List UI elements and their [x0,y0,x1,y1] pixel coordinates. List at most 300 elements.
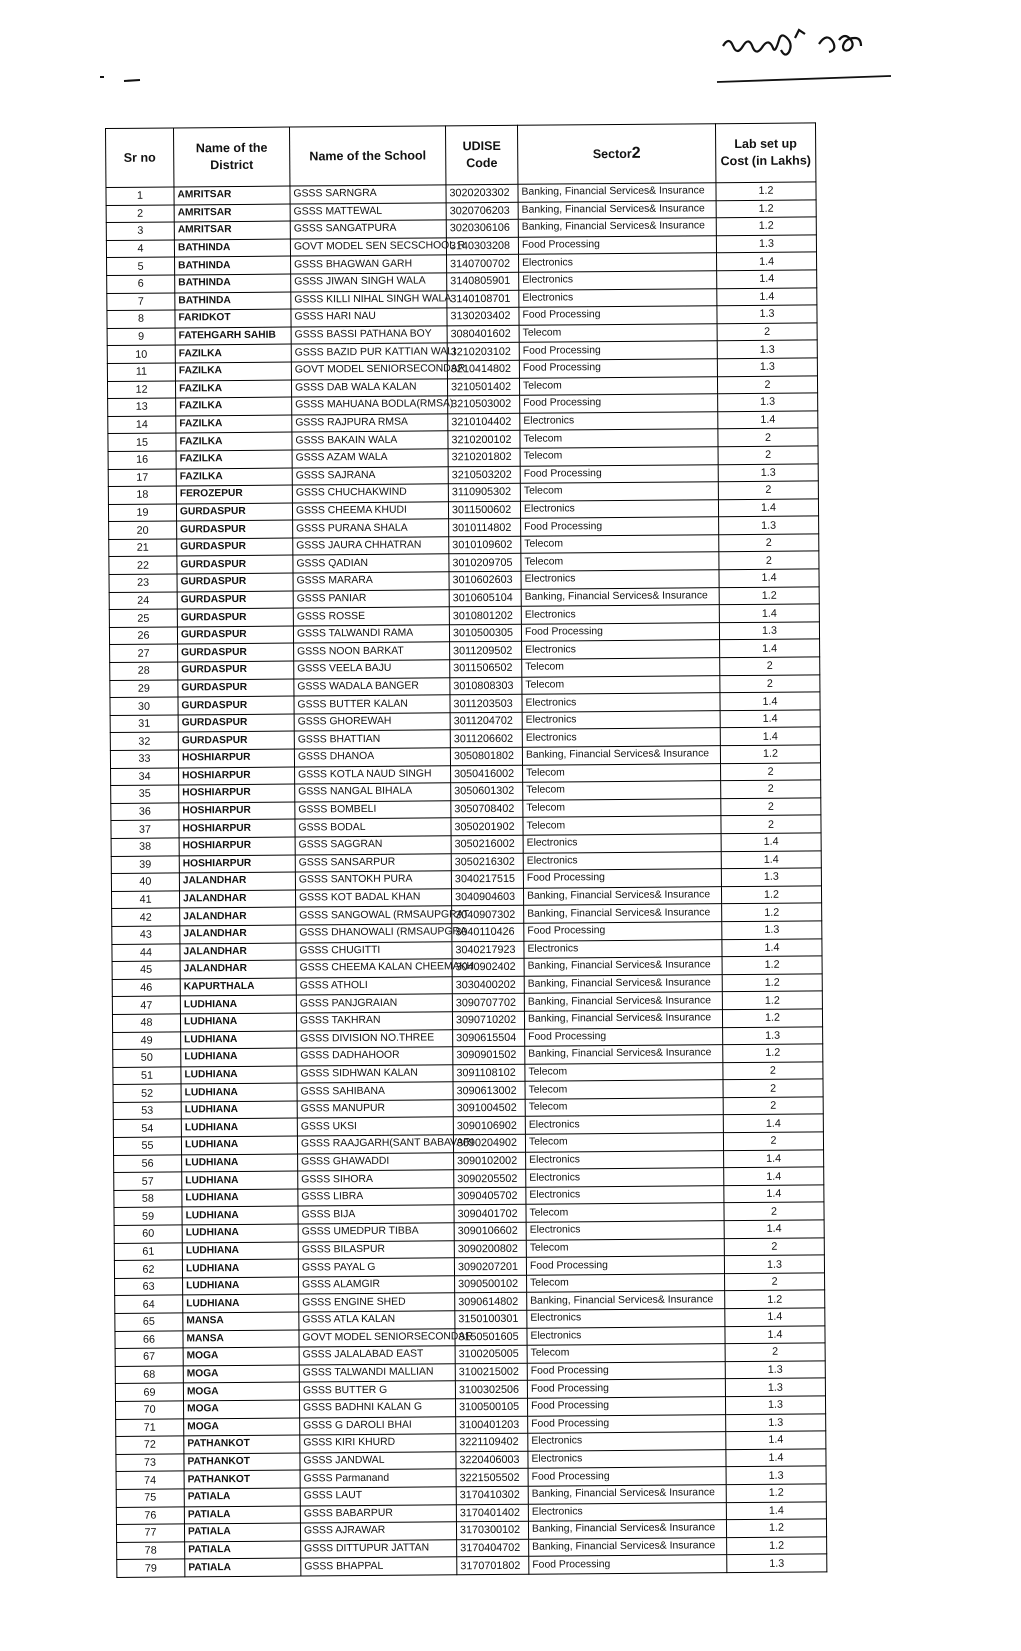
cell-school: GSSS JANDWAL [300,1452,456,1471]
cell-cost: 1.3 [726,1466,826,1484]
cell-udise: 3090614802 [455,1293,527,1311]
cell-school: GSSS UMEDPUR TIBBA [298,1223,454,1242]
cell-district: LUDHIANA [181,1048,297,1067]
cell-school: GSSS UKSI [297,1117,453,1136]
cell-sector: Electronics [527,1309,725,1328]
cell-sr-no: 44 [112,943,180,961]
cell-cost: 1.3 [725,1396,825,1414]
cell-district: GURDASPUR [178,696,294,715]
cell-cost: 2 [721,780,821,798]
cell-sector: Electronics [528,1502,726,1521]
cell-sr-no: 27 [110,644,178,662]
cell-sector: Banking, Financial Services& Insurance [524,957,722,976]
cell-school: GSSS BADHNI KALAN G [299,1399,455,1418]
cell-district: JALANDHAR [179,872,295,891]
cell-school: GSSS LAUT [300,1487,456,1506]
cell-school: GSSS SANSARPUR [295,853,451,872]
cell-school: GSSS VEELA BAJU [294,660,450,679]
cell-sr-no: 21 [109,539,177,557]
cell-udise: 3040217515 [451,870,523,888]
cell-cost: 1.4 [721,850,821,868]
cell-sr-no: 52 [113,1084,181,1102]
cell-udise: 3050601302 [451,782,523,800]
cell-district: GURDASPUR [177,573,293,592]
cell-udise: 3010109602 [449,536,521,554]
stray-mark [98,72,148,82]
cell-udise: 3011204702 [450,712,522,730]
cell-school: GSSS MAHUANA BODLA(RMSA) [292,396,448,415]
cell-cost: 1.4 [720,710,820,728]
cell-cost: 1.2 [726,1484,826,1502]
cell-school: GSSS MARARA [293,572,449,591]
cell-district: LUDHIANA [182,1189,298,1208]
cell-school: GSSS ATHOLI [296,977,452,996]
cell-school: GSSS BOMBELI [295,801,451,820]
cell-cost: 1.3 [723,1026,823,1044]
cell-cost: 1.4 [721,833,821,851]
cell-school: GOVT MODEL SEN SECSCHOOL R [290,238,446,257]
cell-district: LUDHIANA [180,1013,296,1032]
cell-sr-no: 67 [115,1348,183,1366]
cell-cost: 1.3 [725,1378,825,1396]
cell-udise: 3040907302 [452,906,524,924]
cell-district: KAPURTHALA [180,978,296,997]
cell-sector: Telecom [525,1062,723,1081]
cell-sector: Food Processing [519,359,717,378]
cell-sector: Telecom [521,552,719,571]
cell-cost: 1.4 [725,1308,825,1326]
cell-school: GSSS BODAL [295,818,451,837]
cell-school: GSSS CHEEMA KHUDI [292,502,448,521]
cell-udise: 3090405702 [454,1187,526,1205]
cell-cost: 1.2 [723,1044,823,1062]
cell-district: FAZILKA [175,344,291,363]
cell-district: HOSHIARPUR [179,784,295,803]
cell-district: JALANDHAR [180,925,296,944]
header-sector: Sector2 [517,124,715,185]
cell-district: JALANDHAR [180,960,296,979]
cell-cost: 2 [720,675,820,693]
cell-district: AMRITSAR [174,186,290,205]
cell-district: GURDASPUR [178,679,294,698]
cell-udise: 3090207201 [454,1257,526,1275]
cell-udise: 3050416002 [451,765,523,783]
cell-udise: 3140805901 [447,272,519,290]
cell-school: GSSS TALWANDI RAMA [293,625,449,644]
cell-sr-no: 75 [116,1489,184,1507]
cell-school: GSSS BAZID PUR KATTIAN WALI [291,343,447,362]
cell-sector: Food Processing [523,869,721,888]
cell-sr-no: 54 [113,1119,181,1137]
cell-cost: 2 [719,534,819,552]
cell-sr-no: 26 [109,627,177,645]
cell-sr-no: 65 [115,1313,183,1331]
cell-sr-no: 60 [114,1225,182,1243]
cell-sector: Food Processing [529,1555,727,1574]
cell-cost: 2 [725,1273,825,1291]
cell-district: FAZILKA [176,432,292,451]
cell-udise: 3090204902 [453,1134,525,1152]
cell-udise: 3090102002 [454,1152,526,1170]
cell-school: GSSS TAKHRAN [296,1012,452,1031]
cell-school: GSSS SAGGRAN [295,836,451,855]
cell-sector: Food Processing [519,341,717,360]
cell-sector: Food Processing [525,1027,723,1046]
cell-sr-no: 14 [108,416,176,434]
cell-school: GSSS KIRI KHURD [300,1434,456,1453]
cell-udise: 3150501605 [455,1328,527,1346]
cell-district: FARIDKOT [175,309,291,328]
cell-udise: 3080401602 [447,325,519,343]
cell-cost: 2 [723,1079,823,1097]
cell-sector: Electronics [525,1115,723,1134]
cell-sector: Electronics [521,570,719,589]
cell-sr-no: 3 [106,222,174,240]
cell-district: PATIALA [185,1558,301,1577]
cell-district: MANSA [183,1330,299,1349]
cell-sector: Telecom [520,482,718,501]
cell-cost: 2 [723,1097,823,1115]
cell-sector: Electronics [526,1150,724,1169]
cell-udise: 3011506502 [450,659,522,677]
cell-cost: 1.3 [724,1255,824,1273]
cell-sr-no: 48 [112,1014,180,1032]
cell-udise: 3090200802 [454,1240,526,1258]
cell-sector: Food Processing [528,1414,726,1433]
cell-sector: Electronics [526,1221,724,1240]
cell-sector: Electronics [527,1326,725,1345]
cell-sector: Telecom [519,376,717,395]
cell-school: GSSS PURANA SHALA [293,519,449,538]
cell-district: GURDASPUR [177,591,293,610]
cell-udise: 3221109402 [456,1433,528,1451]
cell-sector: Food Processing [520,464,718,483]
cell-cost: 1.4 [720,692,820,710]
cell-udise: 3050216302 [451,853,523,871]
cell-udise: 3090710202 [452,1011,524,1029]
cell-sector: Banking, Financial Services& Insurance [528,1485,726,1504]
cell-cost: 1.4 [726,1431,826,1449]
cell-sector: Telecom [526,1203,724,1222]
cell-cost: 2 [725,1343,825,1361]
cell-sr-no: 63 [115,1278,183,1296]
cell-sr-no: 66 [115,1331,183,1349]
cell-sector: Food Processing [521,623,719,642]
cell-school: GSSS LIBRA [298,1188,454,1207]
cell-sr-no: 23 [109,574,177,592]
cell-udise: 3090615504 [453,1029,525,1047]
cell-district: PATHANKOT [184,1453,300,1472]
cell-cost: 1.3 [717,340,817,358]
cell-cost: 1.2 [716,200,816,218]
cell-udise: 3040110426 [452,923,524,941]
cell-school: GSSS AJRAWAR [300,1522,456,1541]
cell-sector: Electronics [528,1432,726,1451]
cell-sector: Electronics [528,1449,726,1468]
cell-udise: 3020706203 [446,202,518,220]
cell-udise: 3220406003 [456,1451,528,1469]
cell-udise: 3090500102 [455,1275,527,1293]
cell-udise: 3140303208 [446,237,518,255]
cell-udise: 3010808303 [450,677,522,695]
cell-cost: 1.4 [724,1167,824,1185]
cell-sr-no: 15 [108,433,176,451]
cell-school: GSSS G DAROLI BHAI [300,1416,456,1435]
cell-sr-no: 40 [111,873,179,891]
cell-district: BATHINDA [175,292,291,311]
cell-sector: Banking, Financial Services& Insurance [518,183,716,202]
cell-district: FAZILKA [175,362,291,381]
cell-school: GSSS PANIAR [293,589,449,608]
cell-district: LUDHIANA [181,1118,297,1137]
cell-district: LUDHIANA [181,1101,297,1120]
cell-cost: 2 [724,1202,824,1220]
cell-district: LUDHIANA [182,1242,298,1261]
cell-cost: 2 [718,481,818,499]
cell-cost: 1.3 [719,622,819,640]
cell-district: FATEHGARH SAHIB [175,327,291,346]
cell-district: LUDHIANA [182,1154,298,1173]
cell-district: LUDHIANA [181,1136,297,1155]
cell-sector: Electronics [519,271,717,290]
cell-sr-no: 2 [106,205,174,223]
cell-district: JALANDHAR [180,907,296,926]
cell-school: GSSS SANGOWAL (RMSAUPGRAT [296,906,452,925]
cell-cost: 1.3 [722,921,822,939]
cell-school: GSSS BABARPUR [300,1504,456,1523]
cell-udise: 3170300102 [456,1521,528,1539]
cell-cost: 1.4 [717,252,817,270]
cell-sr-no: 43 [112,926,180,944]
cell-udise: 3100302506 [455,1381,527,1399]
cell-sector: Electronics [521,605,719,624]
cell-district: LUDHIANA [182,1206,298,1225]
cell-school: GSSS SARNGRA [290,185,446,204]
cell-school: GSSS BUTTER G [299,1381,455,1400]
cell-district: LUDHIANA [183,1294,299,1313]
cell-district: AMRITSAR [174,221,290,240]
cell-cost: 1.4 [717,270,817,288]
cell-cost: 1.4 [720,727,820,745]
cell-district: HOSHIARPUR [179,837,295,856]
cell-district: JALANDHAR [180,943,296,962]
cell-school: GSSS SAHIBANA [297,1082,453,1101]
cell-sr-no: 7 [107,293,175,311]
cell-udise: 3210503202 [448,466,520,484]
cell-sr-no: 79 [117,1559,185,1577]
cell-cost: 1.2 [716,217,816,235]
cell-sector: Telecom [523,816,721,835]
cell-udise: 3210104402 [448,413,520,431]
cell-sr-no: 5 [107,257,175,275]
cell-udise: 3210501402 [447,378,519,396]
cell-sector: Telecom [520,447,718,466]
cell-sr-no: 55 [113,1137,181,1155]
cell-sector: Banking, Financial Services& Insurance [524,974,722,993]
cell-district: HOSHIARPUR [179,855,295,874]
cell-school: GSSS ALAMGIR [299,1276,455,1295]
table-body [106,182,827,1577]
cell-district: GURDASPUR [177,538,293,557]
cell-udise: 3170701802 [457,1557,529,1575]
cell-school: GSSS AZAM WALA [292,449,448,468]
cell-school: GSSS BHATTIAN [294,730,450,749]
cell-district: LUDHIANA [181,1083,297,1102]
cell-sector: Food Processing [519,306,717,325]
cell-sector: Electronics [522,728,720,747]
cell-sector: Banking, Financial Services& Insurance [529,1537,727,1556]
cell-sector: Telecom [522,675,720,694]
cell-school: GSSS SAJRANA [292,466,448,485]
cell-udise: 3011500602 [448,501,520,519]
cell-district: LUDHIANA [182,1224,298,1243]
cell-sector: Telecom [523,763,721,782]
cell-sr-no: 78 [117,1542,185,1560]
cell-cost: 2 [719,551,819,569]
cell-cost: 1.3 [721,868,821,886]
cell-school: GSSS DIVISION NO.THREE [297,1029,453,1048]
cell-school: GSSS DHANOA [294,748,450,767]
cell-school: GSSS DHANOWALI (RMSAUPGRA [296,924,452,943]
cell-school: GOVT MODEL SENIORSECONDAR [299,1328,455,1347]
cell-sector: Electronics [520,411,718,430]
cell-district: MOGA [183,1347,299,1366]
cell-udise: 3090707702 [452,994,524,1012]
cell-school: GSSS QADIAN [293,554,449,573]
cell-district: MOGA [183,1365,299,1384]
cell-school: GSSS KOTLA NAUD SINGH [295,765,451,784]
cell-district: FAZILKA [176,397,292,416]
cell-cost: 1.3 [718,393,818,411]
cell-district: MOGA [184,1418,300,1437]
cell-sr-no: 57 [114,1172,182,1190]
cell-school: GSSS ENGINE SHED [299,1293,455,1312]
cell-cost: 1.3 [718,463,818,481]
cell-sr-no: 37 [111,820,179,838]
cell-school: GSSS WADALA BANGER [294,677,450,696]
cell-sector: Telecom [520,429,718,448]
cell-sector: Banking, Financial Services& Insurance [518,218,716,237]
cell-cost: 1.3 [716,235,816,253]
cell-district: JALANDHAR [179,890,295,909]
cell-cost: 2 [724,1238,824,1256]
cell-cost: 2 [718,446,818,464]
cell-sector: Electronics [526,1186,724,1205]
cell-school: GSSS TALWANDI MALLIAN [299,1364,455,1383]
cell-school: GSSS BILASPUR [298,1240,454,1259]
cell-sector: Electronics [522,710,720,729]
cell-udise: 3210503002 [448,395,520,413]
cell-cost: 2 [721,762,821,780]
cell-district: FAZILKA [176,468,292,487]
cell-district: HOSHIARPUR [179,802,295,821]
cell-cost: 1.2 [722,974,822,992]
cell-district: HOSHIARPUR [178,749,294,768]
cell-udise: 3170401402 [456,1504,528,1522]
cell-sector: Electronics [523,834,721,853]
header-school: Name of the School [289,126,445,186]
cell-udise: 3090106602 [454,1222,526,1240]
cell-district: GURDASPUR [177,520,293,539]
cell-district: LUDHIANA [182,1259,298,1278]
cell-udise: 3221505502 [456,1469,528,1487]
cell-udise: 3210200102 [448,431,520,449]
cell-school: GSSS DADHAHOOR [297,1047,453,1066]
cell-district: GURDASPUR [177,626,293,645]
cell-cost: 1.4 [724,1150,824,1168]
cell-district: GURDASPUR [177,556,293,575]
cell-sector: Telecom [525,1098,723,1117]
cell-sector: Telecom [523,798,721,817]
cell-sector: Telecom [522,658,720,677]
cell-sector: Banking, Financial Services& Insurance [524,992,722,1011]
cell-sr-no: 53 [113,1102,181,1120]
cell-school: GSSS NOON BARKAT [294,642,450,661]
cell-udise: 3050801802 [450,747,522,765]
cell-udise: 3210203102 [447,343,519,361]
cell-district: FAZILKA [176,450,292,469]
cell-school: GSSS BHAPPAL [301,1557,457,1576]
cell-district: FAZILKA [175,380,291,399]
cell-udise: 3210414802 [447,360,519,378]
cell-sr-no: 29 [110,680,178,698]
cell-sr-no: 51 [113,1067,181,1085]
cell-sr-no: 45 [112,961,180,979]
cell-school: GSSS MATTEWAL [290,202,446,221]
cell-district: HOSHIARPUR [179,767,295,786]
cell-school: GSSS HARI NAU [291,308,447,327]
cell-school: GSSS PANJGRAIAN [296,994,452,1013]
cell-sector: Electronics [520,499,718,518]
cell-cost: 2 [723,1062,823,1080]
cell-sr-no: 31 [110,715,178,733]
cell-district: PATIALA [185,1541,301,1560]
cell-sr-no: 6 [107,275,175,293]
cell-udise: 3100500105 [455,1398,527,1416]
cell-sr-no: 42 [112,908,180,926]
cell-cost: 1.2 [721,886,821,904]
cell-cost: 1.4 [723,1114,823,1132]
cell-cost: 2 [721,798,821,816]
cell-school: GSSS BHAGWAN GARH [291,255,447,274]
cell-sector: Telecom [527,1344,725,1363]
header-udise: UDISE Code [445,125,517,185]
cell-udise: 3040902402 [452,958,524,976]
cell-sector: Food Processing [527,1379,725,1398]
cell-cost: 1.4 [726,1501,826,1519]
cell-cost: 1.4 [726,1449,826,1467]
cell-district: MOGA [183,1400,299,1419]
cell-sr-no: 35 [111,785,179,803]
cell-cost: 1.3 [725,1361,825,1379]
cell-district: AMRITSAR [174,204,290,223]
cell-sector: Telecom [521,535,719,554]
cell-cost: 1.4 [722,938,822,956]
cell-district: GURDASPUR [178,643,294,662]
cell-sector: Food Processing [524,922,722,941]
cell-sector: Banking, Financial Services& Insurance [528,1520,726,1539]
cell-cost: 1.2 [722,991,822,1009]
cell-udise: 3100401203 [456,1416,528,1434]
cell-cost: 1.2 [716,182,816,200]
cell-school: GSSS KOT BADAL KHAN [295,889,451,908]
cell-sector: Food Processing [527,1397,725,1416]
cell-district: PATHANKOT [184,1470,300,1489]
cell-school: GSSS KILLI NIHAL SINGH WALA [291,290,447,309]
cell-cost: 1.4 [724,1220,824,1238]
cell-udise: 3150100301 [455,1310,527,1328]
cell-sr-no: 4 [106,240,174,258]
